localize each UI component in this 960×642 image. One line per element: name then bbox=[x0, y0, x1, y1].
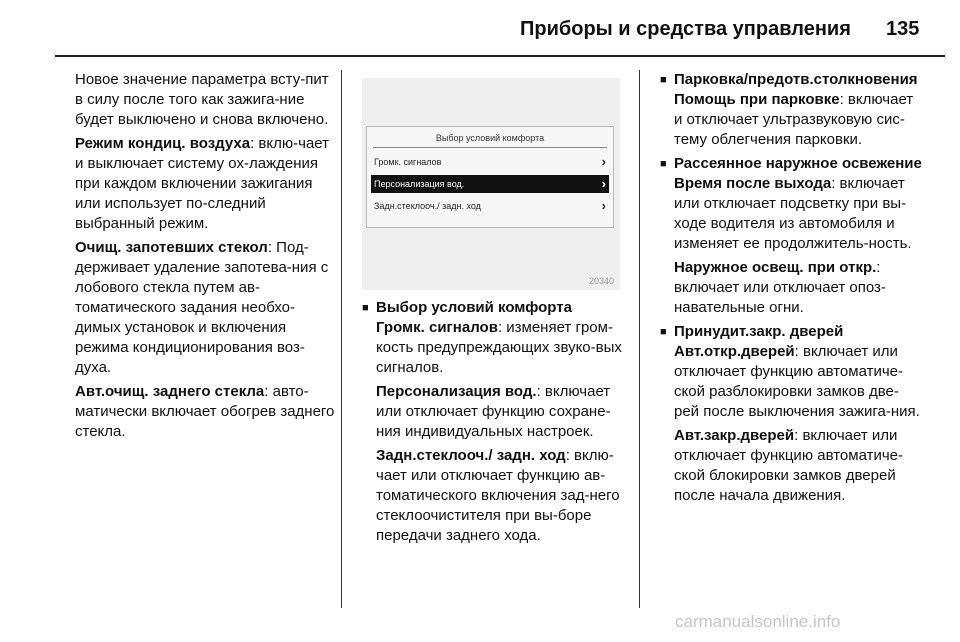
desc-exit-lighting: : включает или отключает подсветку при вы-ходе водителя из автомобиля и изменяет ее продолжитель-ность. bbox=[674, 175, 912, 252]
column-divider-right bbox=[639, 70, 640, 608]
bullet-comfort-settings bbox=[362, 298, 624, 546]
paragraph-park-assist bbox=[674, 90, 922, 150]
column-divider-left bbox=[341, 70, 342, 608]
display-title-rule bbox=[373, 147, 607, 148]
menu-row-personalization[interactable] bbox=[371, 175, 609, 193]
desc-chime-volume: : изменяет гром-кость предупреждающих звуко-вых сигналов. bbox=[376, 319, 622, 376]
page-title: Приборы и средства управления bbox=[520, 18, 851, 40]
bullet-square-icon: ■ bbox=[362, 302, 369, 314]
menu-row-label: Задн.стеклооч./ задн. ход bbox=[374, 201, 481, 211]
desc-aircon-mode: : вклю-чает и выключает систему ох-лаждения при каждом включении зажигания или использует по-следний выбранный режим. bbox=[75, 135, 329, 232]
term-auto-lock: Авт.закр.дверей bbox=[674, 427, 795, 444]
paragraph-rear-wiper bbox=[376, 446, 624, 546]
display-title: Выбор условий комфорта bbox=[435, 133, 545, 143]
paragraph-exit-lighting bbox=[674, 174, 922, 254]
header-rule bbox=[55, 55, 945, 57]
desc-auto-unlock: : включает или отключает функцию автоматиче-ской разблокировки замков две-рей после выключения зажига-ния. bbox=[674, 343, 920, 420]
bullet-heading: Парковка/предотв.столкновения bbox=[674, 71, 918, 88]
bullet-heading: Принудит.закр. дверей bbox=[674, 323, 844, 340]
term-auto-unlock: Авт.откр.дверей bbox=[674, 343, 795, 360]
term-rear-wiper: Задн.стеклооч./ задн. ход bbox=[376, 447, 566, 464]
desc-personalization: : включает или отключает функцию сохране-ния индивидуальных настроек. bbox=[376, 383, 611, 440]
menu-row-chime-volume[interactable] bbox=[371, 153, 609, 171]
term-defog: Очищ. запотевших стекол bbox=[75, 239, 268, 256]
figure-id: 20340 bbox=[588, 276, 614, 286]
paragraph-rear-defrost bbox=[75, 382, 337, 442]
chevron-right-icon: › bbox=[601, 198, 606, 213]
bullet-square-icon: ■ bbox=[660, 158, 667, 170]
term-personalization: Персонализация вод. bbox=[376, 383, 537, 400]
paragraph-chime-volume bbox=[376, 318, 624, 378]
bullet-square-icon: ■ bbox=[660, 326, 667, 338]
paragraph-auto-lock bbox=[674, 426, 922, 506]
paragraph-aircon-mode bbox=[75, 134, 337, 234]
paragraph-unlock-lighting bbox=[674, 258, 922, 318]
bullet-heading: Выбор условий комфорта bbox=[376, 299, 572, 316]
chevron-right-icon: › bbox=[601, 176, 606, 191]
bullet-parking bbox=[660, 70, 922, 150]
term-aircon-mode: Режим кондиц. воздуха bbox=[75, 135, 251, 152]
bullet-square-icon: ■ bbox=[660, 74, 667, 86]
display-screen bbox=[366, 126, 614, 228]
desc-defog: : Под-держивает удаление запотева-ния с лобового стекла путем ав-томатического задания необхо-димых установок и включения режима кондиционирования воз-духа. bbox=[75, 239, 329, 376]
middle-column bbox=[362, 298, 624, 550]
term-park-assist: Помощь при парковке bbox=[674, 91, 840, 108]
bullet-exterior-lighting bbox=[660, 154, 922, 318]
term-rear-defrost: Авт.очищ. заднего стекла bbox=[75, 383, 265, 400]
term-chime-volume: Громк. сигналов bbox=[376, 319, 498, 336]
paragraph-personalization bbox=[376, 382, 624, 442]
right-column bbox=[660, 70, 922, 510]
intro-paragraph: Новое значение параметра всту-пит в силу после того как зажига-ние будет выключено и снова включено. bbox=[75, 71, 329, 128]
comfort-settings-figure bbox=[362, 78, 620, 290]
bullet-heading: Рассеянное наружное освежение bbox=[674, 155, 922, 172]
term-exit-lighting: Время после выхода bbox=[674, 175, 832, 192]
watermark: carmanualsonline.info bbox=[675, 612, 841, 631]
menu-row-rear-wiper[interactable] bbox=[371, 197, 609, 215]
desc-unlock-lighting: : включает или отключает опоз-навательные огни. bbox=[674, 259, 886, 316]
menu-row-label: Персонализация вод. bbox=[374, 179, 465, 189]
desc-rear-wiper: : вклю-чает или отключает функцию ав-томатического включения зад-него стеклоочистителя при вы-боре передачи заднего хода. bbox=[376, 447, 620, 544]
term-unlock-lighting: Наружное освещ. при откр. bbox=[674, 259, 877, 276]
desc-auto-lock: : включает или отключает функцию автоматиче-ской блокировки замков дверей после начала движения. bbox=[674, 427, 903, 504]
chevron-right-icon: › bbox=[601, 154, 606, 169]
bullet-door-locks bbox=[660, 322, 922, 506]
paragraph-auto-unlock bbox=[674, 342, 922, 422]
page-number: 135 bbox=[886, 18, 920, 40]
left-column bbox=[75, 70, 337, 446]
desc-park-assist: : включает и отключает ультразвуковую сис-тему облегчения парковки. bbox=[674, 91, 914, 148]
desc-rear-defrost: : авто-матически включает обогрев заднего стекла. bbox=[75, 383, 335, 440]
paragraph-defog bbox=[75, 238, 337, 378]
menu-row-label: Громк. сигналов bbox=[374, 157, 442, 167]
